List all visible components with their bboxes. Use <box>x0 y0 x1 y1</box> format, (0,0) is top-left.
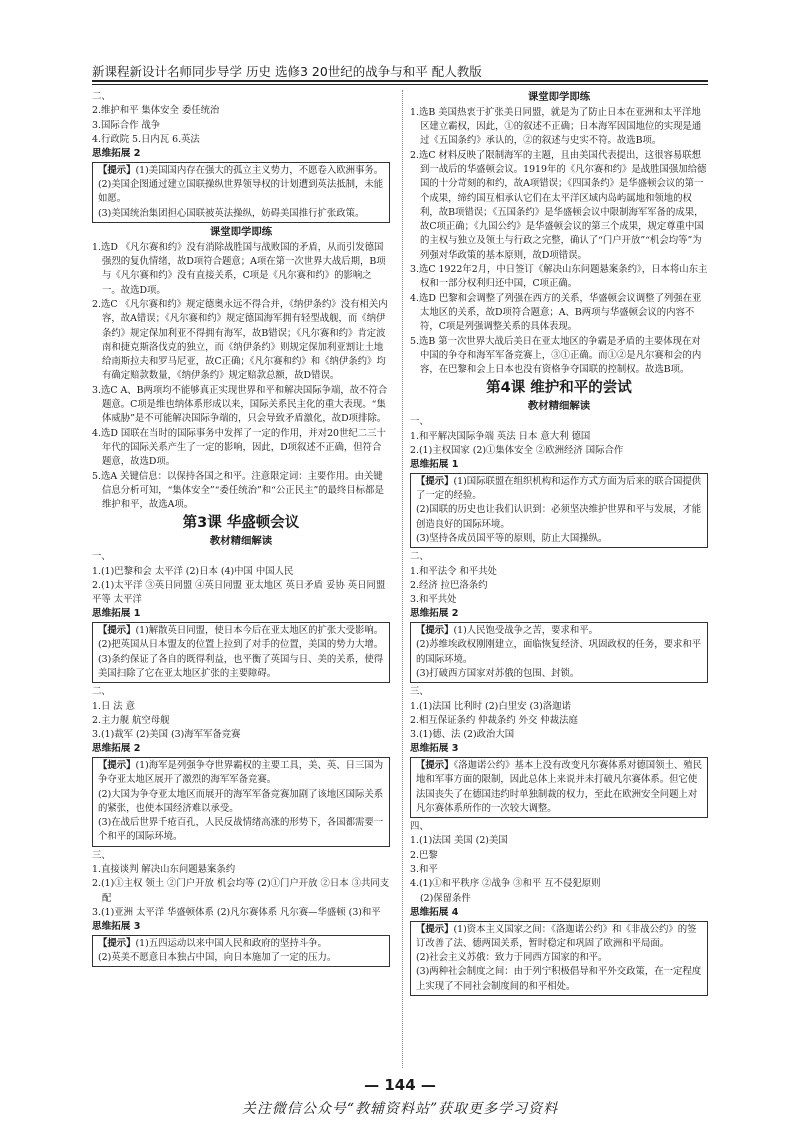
text-line: 1.直接谈判 解决山东问题悬案条约 <box>92 864 236 876</box>
text-line: 二、 <box>92 91 111 102</box>
lesson-title: 第3课 华盛顿会议 <box>182 515 300 532</box>
hint-box <box>92 757 390 847</box>
text-line: 3.国际合作 战争 <box>92 119 161 131</box>
hint-box <box>410 473 708 548</box>
hint-text: (2)社会主义苏俄：致力于同西方国家的和平。 <box>416 952 608 964</box>
text-line: 2.经济 拉巴洛条约 <box>410 579 488 591</box>
hint-text: (1)海军是列强争夺世界霸权的主要工具，美、英、日三国为争夺亚太地区展开了激烈的海军军备竞赛。 <box>98 759 384 786</box>
answer-item: 4.选D 巴黎和会调整了列强在西方的关系，华盛顿会议调整了列强在亚太地区的关系，故D项符合题意；A、B两项与华盛顿会议的内容不符，C项是列强调整关系的具体表现。 <box>410 292 702 333</box>
left-column <box>92 90 390 969</box>
running-header: 新课程新设计名师同步导学 历史 选修3 20世纪的战争与和平 配人教版 <box>92 64 482 79</box>
hint-label: 【提示】 <box>416 759 454 771</box>
text-line: 3.(1)亚洲 太平洋 华盛顿体系 (2)凡尔赛体系 凡尔赛—华盛顿 (3)和平 <box>92 906 381 918</box>
text-line: 2.维护和平 集体安全 委任统治 <box>92 105 220 117</box>
text-line: 三、 <box>410 686 429 698</box>
hint-box <box>410 757 708 818</box>
answer-item: 1.选D 《凡尔赛和约》没有消除战胜国与战败国的矛盾，从而引发德国强烈的复仇情绪，故D项符合题意；A项在第一次世界大战后期，B项与《凡尔赛和约》没有直接关系，C项是《凡尔赛和约》的影响之一。故选D项。 <box>92 241 386 296</box>
subheading: 思维拓展 4 <box>410 906 459 918</box>
text-line: 3.(1)德、法 (2)政治大国 <box>410 729 515 741</box>
answer-item: 3.选C A、B两项均不能够真正实现世界和平和解决国际争端，故不符合题意。C项是维也纳体系形成以来，国际关系民主化的重大表现。“集体威胁”是不可能解决国际争端的，只会导致矛盾激化，故D项排除。 <box>92 384 388 425</box>
hint-text: (2)苏维埃政权刚刚建立，面临恢复经济、巩固政权的任务，要求和平的国际环境。 <box>416 639 702 665</box>
subheading: 思维拓展 2 <box>92 148 141 160</box>
hint-text: (1)美国国内存在强大的孤立主义势力，不愿卷入欧洲事务。 <box>135 164 384 176</box>
text-line: 4.行政院 5.日内瓦 6.英法 <box>92 133 200 145</box>
page-number: — 144 — <box>364 1076 436 1094</box>
subheading: 思维拓展 1 <box>410 459 459 471</box>
text-line: 2.(1)太平洋 ③英日同盟 ④英日同盟 亚太地区 英日矛盾 妥协 英日同盟 平等 太平洋 <box>92 579 386 606</box>
hint-text: (1)国际联盟在组织机构和运作方式方面为后来的联合国提供了一定的经验。 <box>416 475 702 502</box>
hint-box <box>410 921 708 996</box>
text-line: 一、 <box>410 416 429 428</box>
section-heading: 课堂即学即练 <box>527 91 591 103</box>
subheading: 思维拓展 2 <box>92 743 141 755</box>
text-line: 3.和平共处 <box>410 594 457 606</box>
subheading: 思维拓展 2 <box>410 608 459 620</box>
text-line: 2.(1)主权国家 (2)①集体安全 ②欧洲经济 国际合作 <box>410 444 624 456</box>
text-line: 1.(1)法国 比利时 (2)白里安 (3)洛迦诺 <box>410 700 571 712</box>
hint-label: 【提示】 <box>416 625 454 637</box>
hint-text: (2)国联的历史也让我们认识到：必须坚决维护世界和平与发展，才能创造良好的国际环境。 <box>416 504 702 530</box>
answer-item: 4.选D 国联在当时的国际事务中发挥了一定的作用，并对20世纪二三十年代的国际关系产生了一定的影响，因此，D项叙述不正确，但符合题意，故选D项。 <box>92 427 386 468</box>
hint-box <box>92 162 390 223</box>
hint-text: (3)两种社会制度之间：由于列宁积极倡导和平外交政策，在一定程度上实现了不同社会制度间的和平相处。 <box>416 966 702 992</box>
text-line: 1.(1)法国 美国 (2)美国 <box>410 835 508 847</box>
subheading: 思维拓展 1 <box>92 608 141 620</box>
text-line: 2.相互保证条约 仲裁条约 外交 仲裁法庭 <box>410 714 578 726</box>
text-line: 1.和平法令 和平共处 <box>410 565 497 577</box>
hint-text: (3)坚持各成员国平等的原则，防止大国操纵。 <box>416 532 608 544</box>
text-line: 2.主力舰 航空母舰 <box>92 714 170 726</box>
text-line: 1.(1)巴黎和会 太平洋 (2)日本 (4)中国 中国人民 <box>92 565 294 577</box>
text-line: 1.日 法 意 <box>92 700 136 712</box>
hint-box <box>410 622 708 683</box>
answer-item: 5.选B 第一次世界大战后美日在亚太地区的争霸是矛盾的主要体现在对中国的争夺和海军军备竞赛上，③①正确。而①②是凡尔赛和会的内容，在巴黎和会上日本也没有资格争夺国联的控制权。故选B项。 <box>410 335 702 376</box>
hint-text: (3)在战后世界千疮百孔，人民反战情绪高涨的形势下，各国都需要一个和平的国际环境。 <box>98 817 384 843</box>
hint-text: (1)人民饱受战争之苦，要求和平。 <box>453 625 599 637</box>
text-line: 一、 <box>92 551 111 563</box>
text-line: 3.和平 <box>410 864 438 876</box>
hint-label: 【提示】 <box>416 475 454 487</box>
footer-note: 关注微信公众号“教辅资料站”获取更多学习资料 <box>241 1101 559 1117</box>
section-heading: 教材精细解读 <box>527 400 591 413</box>
section-heading: 课堂即学即练 <box>209 225 273 238</box>
hint-text: (2)英美不愿意日本独占中国，向日本施加了一定的压力。 <box>98 952 337 964</box>
answer-item: 3.选C 1922年2月，中日签订《解决山东问题悬案条约》，日本将山东主权和一部分权利归还中国，C项正确。 <box>410 264 708 290</box>
hint-text: (1)解散英日同盟，使日本今后在亚太地区的扩张大受影响。 <box>135 625 384 637</box>
text-line: 2.(1)①主权 领土 ②门户开放 机会均等 (2)①门户开放 ②日本 ③共同支配 <box>92 878 390 904</box>
answer-item: 2.选C 《凡尔赛和约》规定德奥永远不得合并，《纳伊条约》没有相关内容，故A错误；《凡尔赛和约》规定德国海军拥有轻型战舰，而《纳伊条约》规定保加利亚不得拥有海军，故B错误；《凡尔赛和约》肯定波南和捷克斯洛伐克的独立，而《纳伊条约》则规定保加利亚割让土地给南斯拉夫和罗马尼亚，故C正确；《凡尔赛和约》和《纳伊条约》均有确定赔款数量，《纳伊条约》规定赔款总额，故D错误。 <box>92 298 388 382</box>
text-line: 3.(1)裁军 (2)美国 (3)海军军备竞赛 <box>92 729 241 741</box>
hint-label: 【提示】 <box>416 923 454 935</box>
hint-text: 《洛迦诺公约》基本上没有改变凡尔赛体系对德国领土、殖民地和军事方面的限制，因此总体上来说并未打破凡尔赛体系。但它使法国丧失了在德国违约时单独制裁的权力，至此在欧洲安全问题上对凡尔赛体系所作的一次较大调整。 <box>416 759 702 814</box>
text-line: 三、 <box>92 849 111 861</box>
hint-box <box>92 935 390 968</box>
hint-text: (1)五四运动以来中国人民和政府的坚持斗争。 <box>135 937 327 949</box>
text-line: 二、 <box>410 551 429 563</box>
subheading: 思维拓展 3 <box>92 921 141 933</box>
hint-text: (3)打破西方国家对苏俄的包围、封锁。 <box>416 667 580 679</box>
text-line: 2.巴黎 <box>410 849 438 861</box>
header-rule-thin <box>92 84 708 85</box>
hint-text: (3)美国统治集团担心国联被英法操纵，妨碍美国推行扩张政策。 <box>98 207 365 219</box>
text-line: 4.(1)①和平秩序 ②战争 ③和平 互不侵犯原则 <box>410 878 601 890</box>
subheading: 思维拓展 3 <box>410 743 459 755</box>
answer-item: 5.选A 关键信息：以保持各国之和平。注意限定词：主要作用。由关键信息分析可知，“集体安全”“委任统治”和“公正民主”的最终目标都是维护和平，故选A项。 <box>92 470 384 511</box>
header-rule <box>92 80 708 82</box>
hint-text: (2)美国企图通过建立国联操纵世界领导权的计划遭到英法抵制，未能如愿。 <box>98 179 384 205</box>
hint-label: 【提示】 <box>98 164 136 176</box>
column-divider <box>402 90 403 1068</box>
hint-text: (2)大国为争夺亚太地区而展开的海军军备竞赛加剧了该地区国际关系的紧张，也使本国经济难以承受。 <box>98 788 384 814</box>
text-line: 二、 <box>92 686 111 698</box>
lesson-title: 第4课 维护和平的尝试 <box>486 380 632 397</box>
text-line: 1.和平解决国际争端 英法 日本 意大利 德国 <box>410 430 591 442</box>
section-heading: 教材精细解读 <box>209 535 273 548</box>
answer-item: 2.选C 材料反映了限制海军的主题，且由美国代表提出，这很容易联想到一战后的华盛顿会议。1919年的《凡尔赛和约》是战胜国强加给德国的十分苛刻的和约，故A项错误；《四国条约》是华盛顿会议的第一个成果，缔约国互相承认它们在太平洋区域内岛屿属地和领地的权利，故B项错误；《五国条约》是华盛顿会议中限制海军军备的成果，故C项正确；《九国公约》是华盛顿会议的第三个成果，规定尊重中国的主权与独立及领土与行政之完整，确认了“门户开放”“机会均等”为列强对华政策的基本原则，故D项错误。 <box>410 149 707 261</box>
hint-box <box>92 622 390 683</box>
hint-label: 【提示】 <box>98 625 136 637</box>
hint-label: 【提示】 <box>98 937 136 949</box>
hint-text: (1)资本主义国家之间：《洛迦诺公约》和《非战公约》的签订改善了法、德两国关系，暂时稳定和巩固了欧洲和平局面。 <box>416 923 697 949</box>
hint-text: (2)把英国从日本盟友的位置上拉到了对手的位置，美国的势力大增。 <box>98 639 384 651</box>
answer-item: 1.选B 美国热衷于扩张美日同盟，就是为了防止日本在亚洲和太平洋地区建立霸权，因此，①的叙述不正确；日本海军因国地位的实现是通过《五国条约》承认的，②的叙述与史实不符。故选B项。 <box>410 106 702 147</box>
hint-text: (3)条约保证了各自的既得利益，也平衡了英国与日、美的关系，使得美国扫除了它在亚太地区扩张的主要障碍。 <box>98 653 384 679</box>
hint-label: 【提示】 <box>98 759 136 771</box>
text-line: (2)保留条件 <box>420 892 471 904</box>
right-column <box>410 90 708 998</box>
text-line: 四、 <box>410 821 429 833</box>
